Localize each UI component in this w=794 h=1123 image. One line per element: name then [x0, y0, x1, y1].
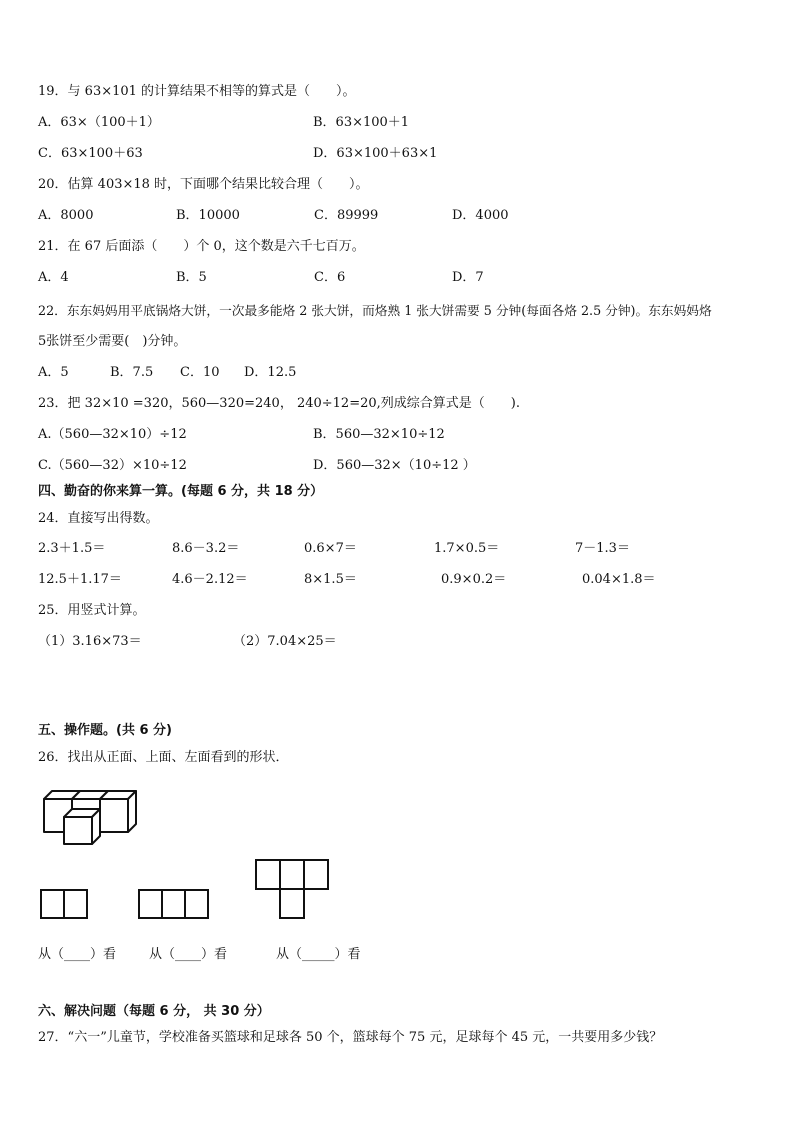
q24-expr-2: 8.6－3.2＝ — [172, 541, 240, 556]
q21-option-d: D．7 — [452, 270, 484, 285]
q23-stem: 23．把 32×10 =320，560—320=240， 240÷12=20,列成综合算式是（ ). — [38, 396, 520, 411]
q21-option-c: C．6 — [314, 270, 346, 285]
q22-option-a: A．5 — [38, 365, 69, 380]
q24-stem: 24．直接写出得数。 — [38, 511, 159, 526]
view-shape-c-cell-4 — [279, 888, 305, 919]
view-shape-c-cell-3 — [303, 859, 329, 890]
q19-stem: 19．与 63×101 的计算结果不相等的算式是（ ）。 — [38, 84, 356, 99]
q21-option-b: B．5 — [176, 270, 207, 285]
q21-option-a: A．4 — [38, 270, 69, 285]
q25-item-1: （1）3.16×73＝ — [38, 634, 142, 649]
section-4-title: 四、勤奋的你来算一算。(每题 6 分，共 18 分） — [38, 484, 324, 499]
cube-stack-figure — [40, 786, 144, 848]
q19-option-b: B．63×100＋1 — [313, 115, 410, 130]
q24-expr-5: 7－1.3＝ — [575, 541, 630, 556]
q24-expr-3: 0.6×7＝ — [304, 541, 357, 556]
q19-option-c: C．63×100＋63 — [38, 146, 143, 161]
section-6-title: 六、解决问题（每题 6 分， 共 30 分） — [38, 1004, 270, 1019]
q22-option-c: C．10 — [180, 365, 220, 380]
q20-option-c: C．89999 — [314, 208, 379, 223]
q20-option-b: B．10000 — [176, 208, 240, 223]
q23-option-d: D．560—32×（10÷12 ） — [313, 458, 476, 473]
q26-answer-3: 从（_____）看 — [276, 947, 361, 962]
section-5-title: 五、操作题。(共 6 分) — [38, 723, 172, 738]
view-shape-a-cell-2 — [63, 889, 88, 919]
view-shape-c-cell-1 — [255, 859, 281, 890]
q24-expr-8: 8×1.5＝ — [304, 572, 357, 587]
q26-stem: 26．找出从正面、上面、左面看到的形状． — [38, 750, 289, 765]
q25-stem: 25．用竖式计算。 — [38, 603, 146, 618]
q24-expr-10: 0.04×1.8＝ — [582, 572, 656, 587]
q19-option-a: A．63×（100＋1） — [38, 115, 160, 130]
q26-answer-2: 从（____）看 — [149, 947, 228, 962]
q20-option-a: A．8000 — [38, 208, 94, 223]
view-shape-b-cell-2 — [161, 889, 186, 919]
q22-stem-line2: 5张饼至少需要( )分钟。 — [38, 334, 187, 349]
q23-option-a: A.（560—32×10）÷12 — [38, 427, 187, 442]
q24-expr-1: 2.3＋1.5＝ — [38, 541, 106, 556]
q22-option-d: D．12.5 — [244, 365, 297, 380]
q25-item-2: （2）7.04×25＝ — [233, 634, 337, 649]
q23-option-b: B．560—32×10÷12 — [313, 427, 445, 442]
view-shape-b-cell-3 — [184, 889, 209, 919]
q24-expr-9: 0.9×0.2＝ — [441, 572, 507, 587]
q19-option-d: D．63×100＋63×1 — [313, 146, 438, 161]
view-shape-b-cell-1 — [138, 889, 163, 919]
view-shape-a-cell-1 — [40, 889, 65, 919]
q24-expr-7: 4.6－2.12＝ — [172, 572, 248, 587]
q26-answer-1: 从（____）看 — [38, 947, 117, 962]
q24-expr-4: 1.7×0.5＝ — [434, 541, 500, 556]
q22-stem-line1: 22．东东妈妈用平底锅烙大饼，一次最多能烙 2 张大饼，而烙熟 1 张大饼需要 5 分钟(每面各烙 2.5 分钟)。东东妈妈烙 — [38, 303, 712, 318]
q24-expr-6: 12.5＋1.17＝ — [38, 572, 122, 587]
q22-option-b: B．7.5 — [110, 365, 154, 380]
q21-stem: 21．在 67 后面添（ ）个 0，这个数是六千七百万。 — [38, 239, 365, 254]
q27-stem: 27．“六一”儿童节，学校准备买篮球和足球各 50 个，篮球每个 75 元，足球每个 45 元，一共要用多少钱？ — [38, 1030, 663, 1045]
q20-option-d: D．4000 — [452, 208, 509, 223]
q23-option-c: C.（560—32）×10÷12 — [38, 458, 187, 473]
view-shape-c-cell-2 — [279, 859, 305, 890]
q20-stem: 20．估算 403×18 时，下面哪个结果比较合理（ ）。 — [38, 177, 369, 192]
